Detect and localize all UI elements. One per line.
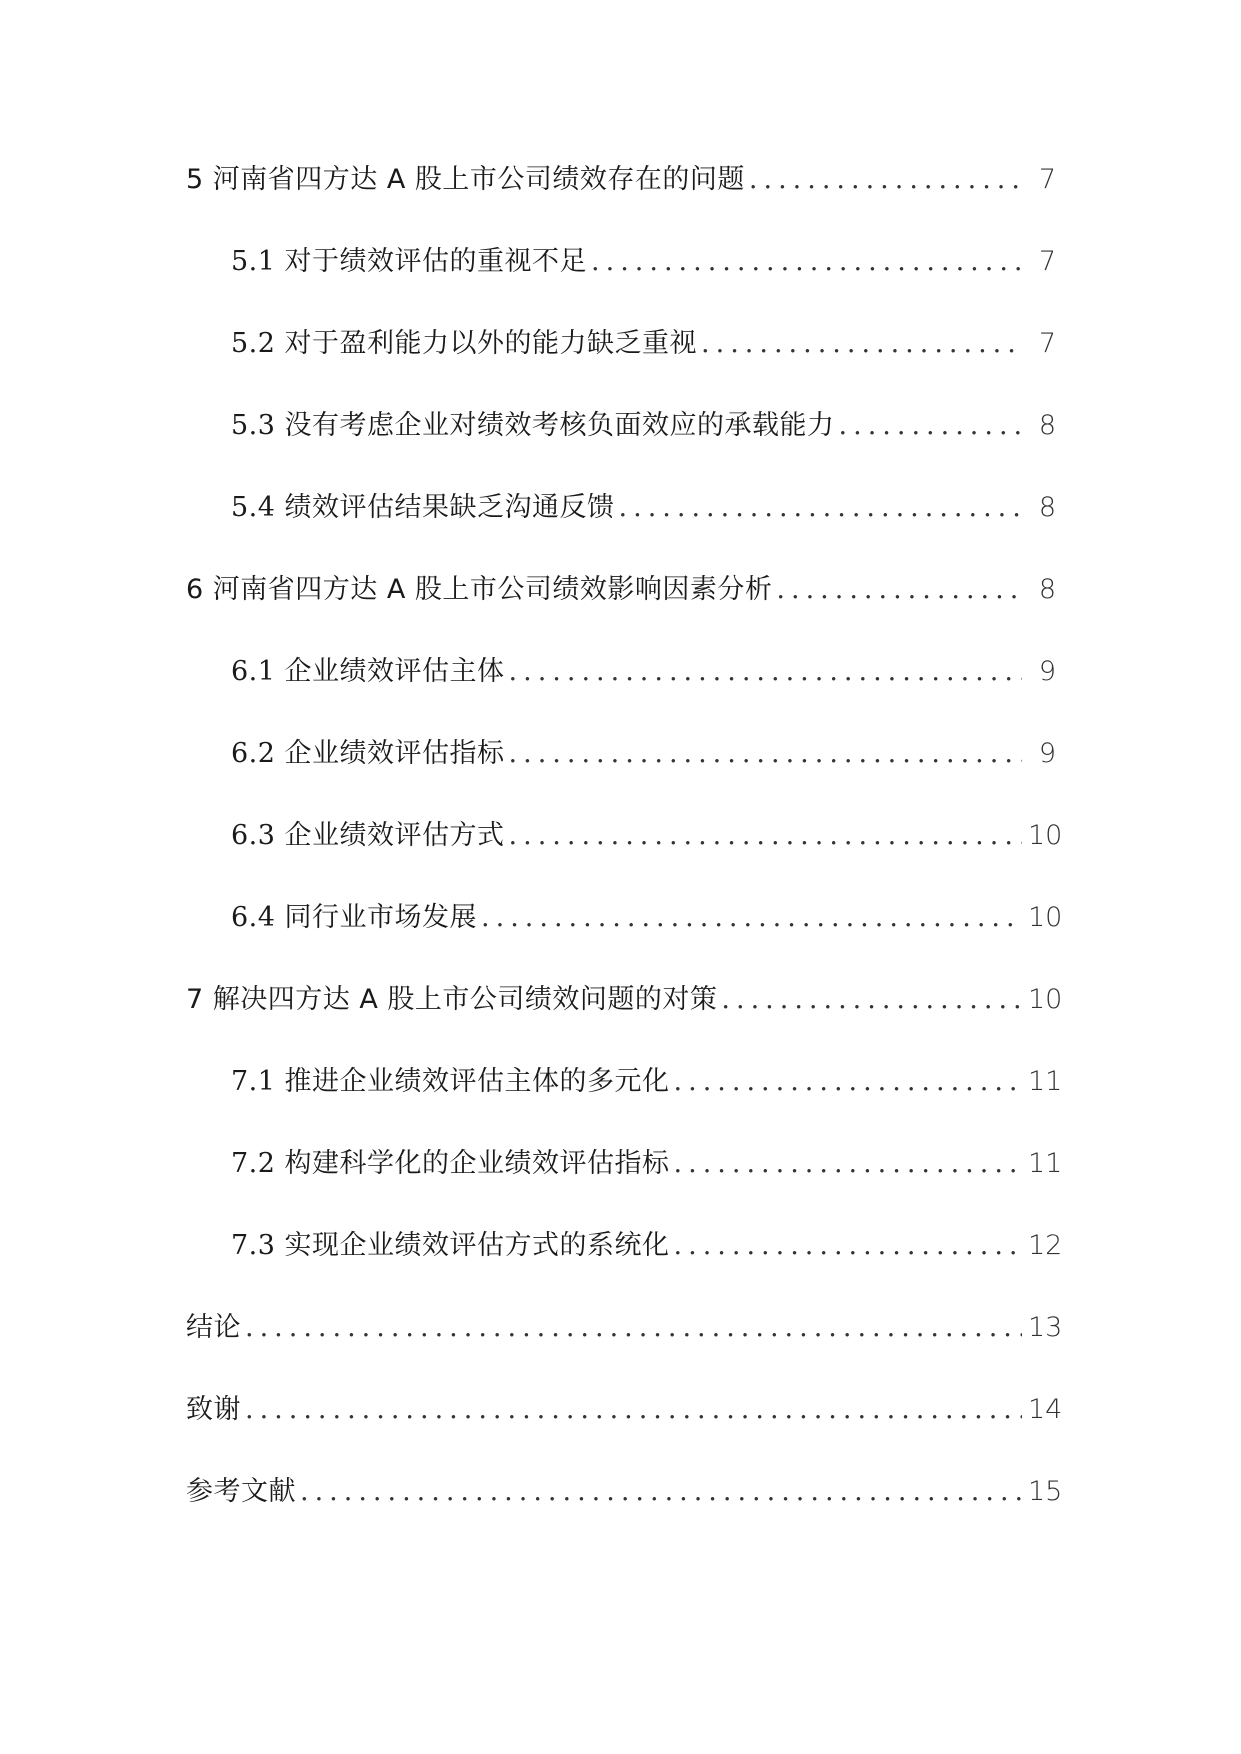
toc-entry-title: 参考文献 [186,1476,296,1507]
toc-entry-7-3[interactable] [186,1221,1063,1303]
toc-dot-leader [839,401,1022,451]
toc-page-number: 7 [1038,164,1056,195]
toc-entry-6-1[interactable] [186,647,1056,729]
toc-dot-leader [721,975,1022,1025]
toc-dot-leader [481,893,1022,943]
toc-dot-leader [674,1057,1022,1107]
toc-page-number: 7 [1038,328,1056,359]
toc-dot-leader [245,1385,1022,1435]
toc-page-number: 13 [1028,1312,1063,1343]
toc-dot-leader [509,647,1022,697]
toc-entry-title: 5 河南省四方达 A 股上市公司绩效存在的问题 [186,164,745,195]
toc-entry-title: 7.3 实现企业绩效评估方式的系统化 [231,1230,670,1261]
toc-entry-title: 5.4 绩效评估结果缺乏沟通反馈 [231,492,615,523]
toc-dot-leader [776,565,1022,615]
toc-dot-leader [619,483,1022,533]
toc-page-number: 11 [1028,1148,1063,1179]
toc-entry-acknowledgements[interactable] [186,1385,1063,1467]
toc-page-number: 8 [1038,492,1056,523]
toc-dot-leader [674,1221,1022,1271]
table-of-contents [186,155,1063,1549]
toc-page-number: 10 [1028,984,1063,1015]
toc-dot-leader [300,1467,1022,1517]
toc-dot-leader [245,1303,1022,1353]
toc-entry-title: 5.2 对于盈利能力以外的能力缺乏重视 [231,328,698,359]
toc-page-number: 14 [1028,1394,1063,1425]
toc-entry-6-4[interactable] [186,893,1063,975]
toc-entry-title: 7 解决四方达 A 股上市公司绩效问题的对策 [186,984,718,1015]
toc-dot-leader [509,729,1022,779]
toc-page-number: 9 [1038,656,1056,687]
toc-dot-leader [674,1139,1022,1189]
toc-entry-chapter-5[interactable] [186,155,1056,237]
toc-entry-chapter-7[interactable] [186,975,1063,1057]
toc-page-number: 10 [1028,902,1063,933]
toc-entry-title: 5.1 对于绩效评估的重视不足 [231,246,588,277]
toc-entry-title: 6.1 企业绩效评估主体 [231,656,505,687]
toc-entry-title: 7.1 推进企业绩效评估主体的多元化 [231,1066,670,1097]
toc-entry-conclusion[interactable] [186,1303,1063,1385]
toc-page-number: 12 [1028,1230,1063,1261]
toc-entry-title: 7.2 构建科学化的企业绩效评估指标 [231,1148,670,1179]
toc-page-number: 8 [1038,410,1056,441]
toc-entry-7-2[interactable] [186,1139,1063,1221]
toc-entry-6-2[interactable] [186,729,1056,811]
toc-page-number: 7 [1038,246,1056,277]
toc-dot-leader [509,811,1022,861]
toc-entry-title: 6.3 企业绩效评估方式 [231,820,505,851]
toc-entry-7-1[interactable] [186,1057,1063,1139]
toc-dot-leader [749,155,1022,205]
toc-dot-leader [701,319,1022,369]
toc-page-number: 11 [1028,1066,1063,1097]
toc-entry-6-3[interactable] [186,811,1063,893]
toc-entry-5-4[interactable] [186,483,1056,565]
toc-entry-chapter-6[interactable] [186,565,1056,647]
toc-entry-title: 6.2 企业绩效评估指标 [231,738,505,769]
toc-entry-5-1[interactable] [186,237,1056,319]
toc-entry-title: 6 河南省四方达 A 股上市公司绩效影响因素分析 [186,574,773,605]
toc-entry-title: 致谢 [186,1394,241,1425]
toc-entry-references[interactable] [186,1467,1063,1549]
toc-page-number: 15 [1028,1476,1063,1507]
toc-page-number: 10 [1028,820,1063,851]
toc-entry-title: 5.3 没有考虑企业对绩效考核负面效应的承载能力 [231,410,835,441]
toc-dot-leader [591,237,1022,287]
toc-entry-5-2[interactable] [186,319,1056,401]
toc-entry-title: 6.4 同行业市场发展 [231,902,478,933]
toc-entry-title: 结论 [186,1312,241,1343]
toc-entry-5-3[interactable] [186,401,1056,483]
toc-page-number: 9 [1038,738,1056,769]
toc-page-number: 8 [1038,574,1056,605]
